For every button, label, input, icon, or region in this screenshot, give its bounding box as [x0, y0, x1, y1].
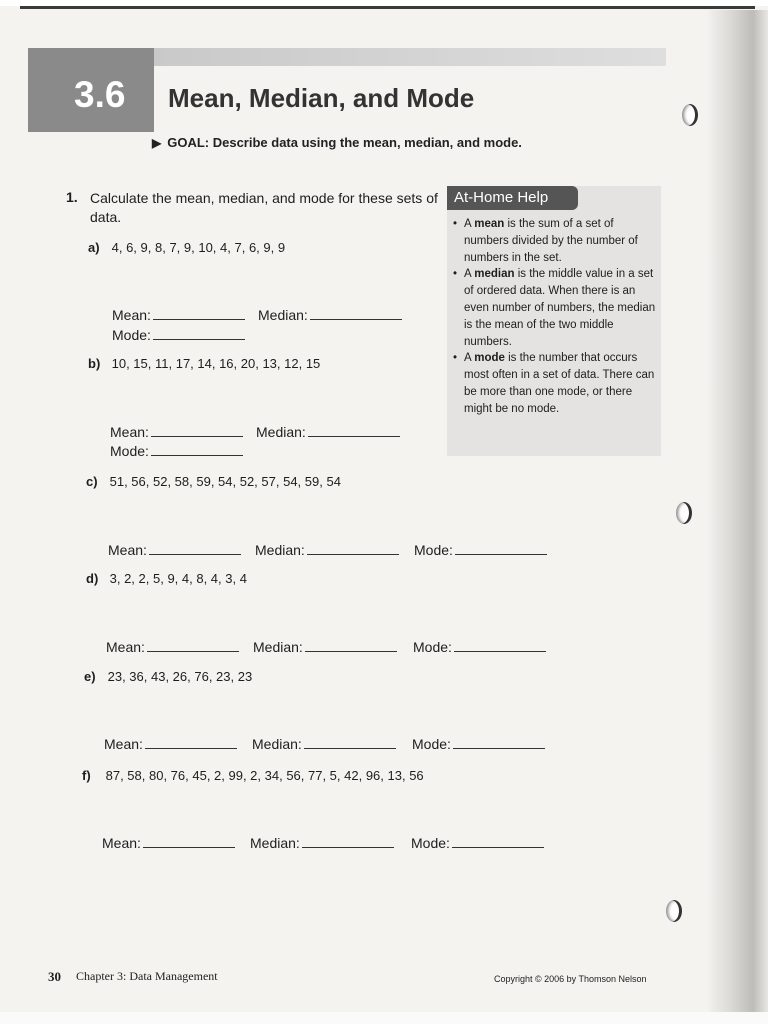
mean-blank[interactable] — [149, 542, 241, 555]
help-text: A — [464, 218, 475, 230]
median-blank[interactable] — [304, 736, 396, 749]
help-definitions — [452, 216, 658, 418]
question-text: Calculate the mean, median, and mode for these sets of data. — [90, 190, 438, 225]
median-label: Median: — [258, 307, 308, 323]
answer-mode-d[interactable] — [413, 639, 546, 655]
mode-blank[interactable] — [454, 639, 546, 652]
mean-label: Mean: — [102, 835, 141, 851]
mode-blank[interactable] — [453, 736, 545, 749]
answer-mode-c[interactable] — [414, 542, 547, 558]
answer-mode-b[interactable] — [110, 443, 243, 459]
median-label: Median: — [255, 542, 305, 558]
at-home-help-title: At-Home Help — [447, 186, 578, 210]
section-number: 3.6 — [74, 74, 126, 115]
mode-label: Mode: — [412, 736, 451, 752]
page-bottom-edge — [0, 1012, 768, 1024]
problem-data: 51, 56, 52, 58, 59, 54, 52, 57, 54, 59, 54 — [109, 474, 341, 489]
help-term: mode — [474, 352, 505, 365]
answer-median-a[interactable] — [258, 307, 402, 323]
median-label: Median: — [250, 835, 300, 851]
problem-label: b) — [88, 356, 101, 371]
answer-mode-f[interactable] — [411, 835, 544, 851]
problem-c — [86, 474, 341, 489]
header-band — [154, 48, 666, 66]
problem-data: 23, 36, 43, 26, 76, 23, 23 — [107, 669, 253, 684]
help-term: mean — [474, 218, 505, 230]
answer-mean-b[interactable] — [110, 424, 243, 440]
median-blank[interactable] — [308, 424, 400, 437]
answer-mode-a[interactable] — [112, 327, 245, 343]
answer-mean-a[interactable] — [112, 307, 245, 323]
page-gutter-shadow — [708, 10, 768, 1024]
mean-blank[interactable] — [145, 736, 237, 749]
answer-median-c[interactable] — [255, 542, 399, 558]
median-label: Median: — [252, 736, 302, 752]
mode-blank[interactable] — [455, 542, 547, 555]
copyright: Copyright © 2006 by Thomson Nelson — [494, 974, 647, 984]
problem-b — [88, 356, 320, 371]
binder-hole-icon — [676, 502, 692, 524]
mode-label: Mode: — [414, 542, 453, 558]
help-text: A — [464, 352, 475, 365]
help-text: is the middle value in a set of ordered data. When there is an even number of numbers, the median is the mean of the two middle numbers. — [464, 268, 656, 348]
mean-label: Mean: — [110, 424, 149, 440]
mean-blank[interactable] — [153, 307, 245, 320]
answer-mode-e[interactable] — [412, 736, 545, 752]
mean-blank[interactable] — [151, 424, 243, 437]
page-number: 30 — [48, 969, 61, 984]
answer-mean-e[interactable] — [104, 736, 237, 752]
help-text: A — [464, 268, 475, 281]
problem-label: d) — [86, 571, 99, 586]
mean-label: Mean: — [104, 736, 143, 752]
median-blank[interactable] — [305, 639, 397, 652]
mode-blank[interactable] — [153, 327, 245, 340]
mode-label: Mode: — [413, 639, 452, 655]
problem-label: a) — [88, 240, 100, 255]
help-median-definition — [452, 266, 658, 350]
problem-data: 87, 58, 80, 76, 45, 2, 99, 2, 34, 56, 77, 5, 42, 96, 13, 56 — [105, 768, 424, 783]
answer-mean-c[interactable] — [108, 542, 241, 558]
mean-label: Mean: — [108, 542, 147, 558]
answer-median-d[interactable] — [253, 639, 397, 655]
problem-label: e) — [84, 669, 96, 684]
problem-d — [86, 571, 247, 586]
mode-label: Mode: — [411, 835, 450, 851]
problem-label: c) — [86, 474, 98, 489]
median-blank[interactable] — [307, 542, 399, 555]
mean-label: Mean: — [106, 639, 145, 655]
mean-blank[interactable] — [147, 639, 239, 652]
binder-hole-icon — [682, 104, 698, 126]
answer-mean-f[interactable] — [102, 835, 235, 851]
problem-label: f) — [82, 768, 91, 783]
median-label: Median: — [256, 424, 306, 440]
help-text: is the sum of a set of numbers divided by the number of numbers in the set. — [464, 218, 638, 264]
goal-statement — [152, 135, 522, 150]
question-number: 1. — [66, 189, 78, 205]
page-top-rule — [20, 6, 755, 9]
mode-label: Mode: — [112, 327, 151, 343]
triangle-right-icon: ▶ — [152, 136, 162, 150]
mode-label: Mode: — [110, 443, 149, 459]
goal-text: GOAL: Describe data using the mean, median, and mode. — [167, 135, 522, 150]
mean-label: Mean: — [112, 307, 151, 323]
problem-data: 4, 6, 9, 8, 7, 9, 10, 4, 7, 6, 9, 9 — [111, 240, 286, 255]
help-mode-definition — [452, 350, 658, 417]
problem-data: 10, 15, 11, 17, 14, 16, 20, 13, 12, 15 — [111, 356, 321, 371]
median-blank[interactable] — [310, 307, 402, 320]
mode-blank[interactable] — [452, 835, 544, 848]
answer-median-f[interactable] — [250, 835, 394, 851]
mean-blank[interactable] — [143, 835, 235, 848]
problem-a — [88, 240, 285, 255]
median-blank[interactable] — [302, 835, 394, 848]
help-mean-definition — [452, 216, 658, 266]
answer-median-b[interactable] — [256, 424, 400, 440]
problem-f — [82, 768, 424, 783]
help-text: is the number that occurs most often in a set of data. There can be more than one mode, or there might be no mode. — [464, 352, 655, 415]
problem-e — [84, 669, 252, 684]
help-term: median — [474, 268, 515, 281]
mode-blank[interactable] — [151, 443, 243, 456]
page-title: Mean, Median, and Mode — [168, 83, 475, 113]
median-label: Median: — [253, 639, 303, 655]
answer-median-e[interactable] — [252, 736, 396, 752]
problem-data: 3, 2, 2, 5, 9, 4, 8, 4, 3, 4 — [109, 571, 247, 586]
answer-mean-d[interactable] — [106, 639, 239, 655]
binder-hole-icon — [666, 900, 682, 922]
chapter-title: Chapter 3: Data Management — [76, 969, 218, 983]
